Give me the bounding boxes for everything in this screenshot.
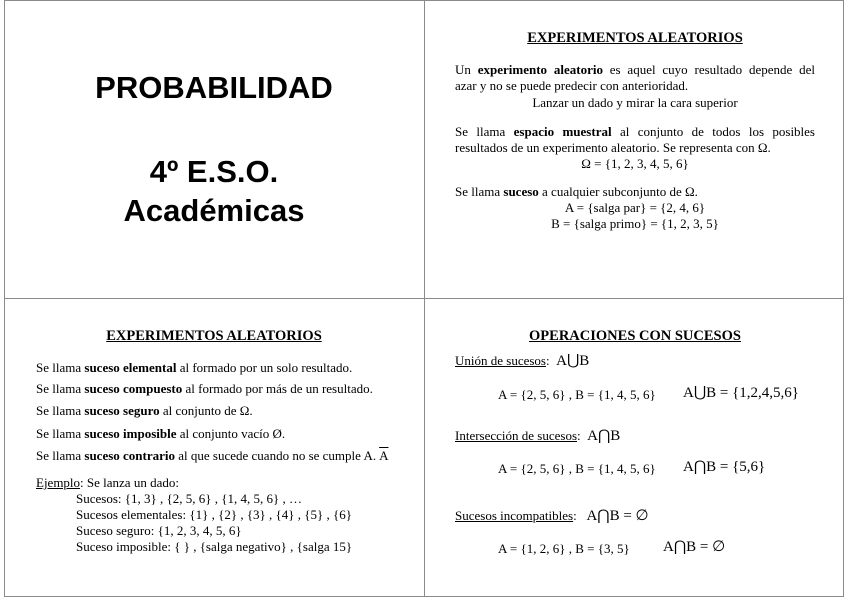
- main-title: PROBABILIDAD: [95, 70, 333, 105]
- slide-random-experiments: [426, 1, 844, 297]
- intersection-sets: A = {2, 5, 6} , B = {1, 4, 5, 6}: [498, 461, 656, 476]
- incompatible-heading: Sucesos incompatibles: A⋂B = ∅: [455, 508, 649, 524]
- example-line: Sucesos elementales: {1} , {2} , {3} , {4} , {5} , {6}: [76, 507, 352, 522]
- union-result: A⋃B = {1,2,4,5,6}: [683, 385, 800, 401]
- example-intro: Ejemplo: Se lanza un dado:: [36, 475, 179, 490]
- experiment-example: Lanzar un dado y mirar la cara superior: [532, 95, 738, 110]
- definition-event: Se llama suceso a cualquier subconjunto de Ω.: [455, 184, 698, 199]
- definition-experiment-line1: Un experimento aleatorio es aquel cuyo resultado depende del: [455, 62, 815, 77]
- definition-complement-event: Se llama suceso contrario al que sucede cuando no se cumple A. $\overline{A}$: [36, 448, 389, 463]
- example-line: Suceso seguro: {1, 2, 3, 4, 5, 6}: [76, 523, 242, 538]
- sample-space-formula: Ω = {1, 2, 3, 4, 5, 6}: [581, 156, 689, 171]
- event-a-formula: A = {salga par} = {2, 4, 6}: [564, 200, 706, 215]
- definition-elementary-event: Se llama suceso elemental al formado por un solo resultado.: [36, 360, 353, 375]
- intersection-heading: Intersección de sucesos: A⋂B: [455, 428, 621, 444]
- complement-symbol: $\overline{A}$: [379, 448, 389, 463]
- incompatible-sets: A = {1, 2, 6} , B = {3, 5}: [498, 541, 630, 556]
- slide-event-types: [5, 300, 423, 596]
- union-sets: A = {2, 5, 6} , B = {1, 4, 5, 6}: [498, 387, 656, 402]
- definition-experiment-line2: azar y no se puede predecir con anterioridad.: [455, 78, 689, 93]
- title-slide: [5, 1, 423, 297]
- slide-set-operations: [426, 300, 844, 596]
- definition-compound-event: Se llama suceso compuesto al formado por más de un resultado.: [36, 381, 373, 396]
- union-heading: Unión de sucesos: A⋃B: [455, 353, 590, 369]
- definition-impossible-event: Se llama suceso imposible al conjunto vacío Ø.: [36, 426, 286, 441]
- event-b-formula: B = {salga primo} = {1, 2, 3, 5}: [551, 216, 719, 231]
- slide-title: OPERACIONES CON SUCESOS: [529, 328, 741, 344]
- example-line: Suceso imposible: { } , {salga negativo} , {salga 15}: [76, 539, 353, 554]
- course-label: 4º E.S.O.: [149, 154, 279, 189]
- intersection-result: A⋂B = {5,6}: [683, 459, 766, 475]
- incompatible-result: A⋂B = ∅: [663, 539, 726, 555]
- horizontal-divider: [4, 298, 844, 299]
- example-line: Sucesos: {1, 3} , {2, 5, 6} , {1, 4, 5, 6} , …: [76, 491, 302, 506]
- track-label: Académicas: [123, 193, 305, 228]
- slide-title: EXPERIMENTOS ALEATORIOS: [527, 30, 743, 46]
- definition-sample-space-line1: Se llama espacio muestral al conjunto de todos los posibles: [455, 124, 815, 139]
- definition-sure-event: Se llama suceso seguro al conjunto de Ω.: [36, 403, 253, 418]
- definition-sample-space-line2: resultados de un experimento aleatorio. Se representa con Ω.: [455, 140, 771, 155]
- slide-title: EXPERIMENTOS ALEATORIOS: [106, 328, 322, 344]
